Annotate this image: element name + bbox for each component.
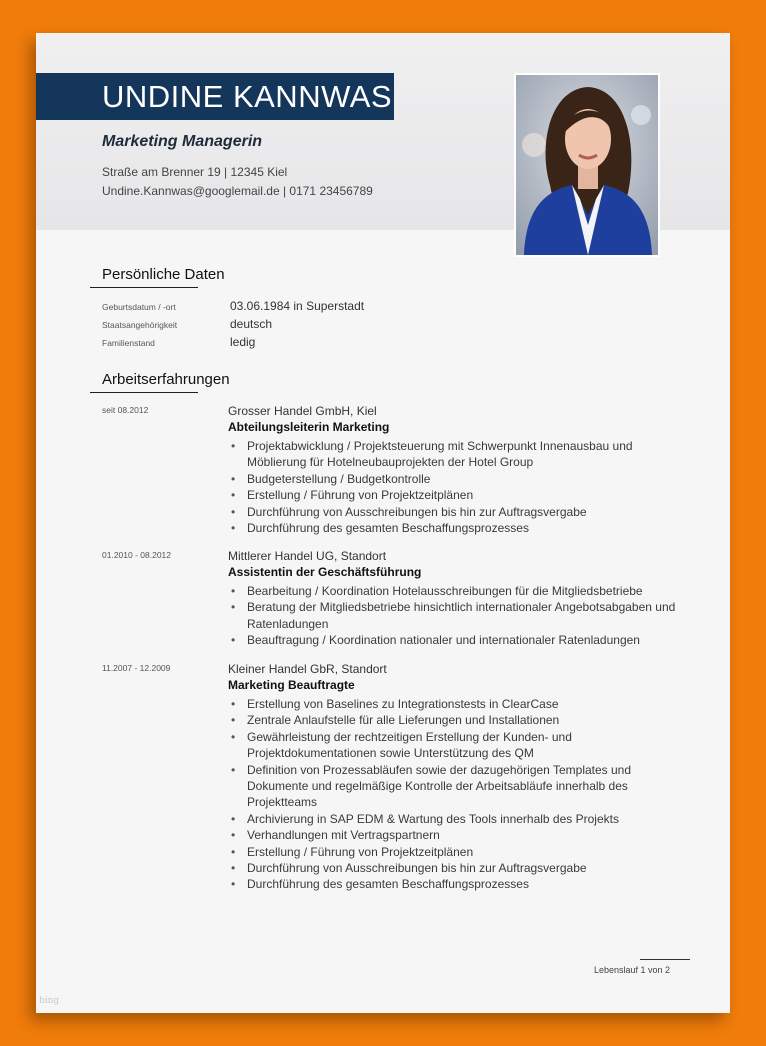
- job-title: Marketing Managerin: [102, 133, 263, 150]
- personal-label: Familienstand: [102, 338, 155, 348]
- job-entry: [102, 661, 702, 893]
- job-company: Mittlerer Handel UG, Standort: [228, 549, 387, 563]
- job-role: Marketing Beauftragte: [228, 678, 355, 692]
- portrait-icon: [516, 75, 658, 255]
- section-title-personal: Persönliche Daten: [102, 266, 225, 283]
- section-title-experience: Arbeitserfahrungen: [102, 371, 230, 388]
- section-rule-experience: [90, 392, 198, 393]
- job-role: Abteilungsleiterin Marketing: [228, 420, 390, 434]
- list-item: • Durchführung von Ausschreibungen bis hin zur Auftragsvergabe: [247, 860, 688, 876]
- list-item: • Gewährleistung der rechtzeitigen Erstellung der Kunden- und Projektdokumentationen sowie Unterstützung des QM: [247, 729, 688, 762]
- job-duties: [228, 583, 688, 649]
- personal-value: deutsch: [230, 317, 273, 331]
- personal-label: Staatsangehörigkeit: [102, 320, 178, 330]
- list-item: • Beauftragung / Koordination nationaler und internationaler Ratenladungen: [247, 632, 688, 648]
- list-item: • Durchführung von Ausschreibungen bis hin zur Auftragsvergabe: [247, 504, 688, 520]
- list-item: • Durchführung des gesamten Beschaffungsprozesses: [247, 520, 688, 536]
- portrait-photo: [514, 73, 660, 257]
- name-banner: [36, 73, 394, 120]
- list-item: • Erstellung / Führung von Projektzeitplänen: [247, 487, 688, 503]
- cv-page: [36, 33, 730, 1013]
- job-date: 11.2007 - 12.2009: [102, 663, 171, 673]
- list-item: • Erstellung / Führung von Projektzeitplänen: [247, 844, 688, 860]
- job-duties: [228, 438, 688, 536]
- job-duties: [228, 696, 688, 893]
- job-date: 01.2010 - 08.2012: [102, 550, 172, 560]
- applicant-name: UNDINE KANNWAS: [102, 79, 393, 114]
- list-item: • Verhandlungen mit Vertragspartnern: [247, 827, 688, 843]
- address: Straße am Brenner 19 | 12345 Kiel: [102, 165, 288, 179]
- job-entry: [102, 548, 702, 649]
- job-date: seit 08.2012: [102, 405, 149, 415]
- list-item: • Archivierung in SAP EDM & Wartung des Tools innerhalb des Projekts: [247, 811, 688, 827]
- list-item: • Erstellung von Baselines zu Integrationstests in ClearCase: [247, 696, 688, 712]
- list-item: • Zentrale Anlaufstelle für alle Lieferungen und Installationen: [247, 712, 688, 728]
- list-item: • Budgeterstellung / Budgetkontrolle: [247, 471, 688, 487]
- personal-value: 03.06.1984 in Superstadt: [230, 299, 365, 313]
- personal-value: ledig: [230, 335, 256, 349]
- job-company: Kleiner Handel GbR, Standort: [228, 662, 387, 676]
- list-item: • Bearbeitung / Koordination Hotelausschreibungen für die Mitgliedsbetriebe: [247, 583, 688, 599]
- job-role: Assistentin der Geschäftsführung: [228, 565, 422, 579]
- list-item: • Beratung der Mitgliedsbetriebe hinsichtlich internationaler Angebotsabgaben und Ratenladungen: [247, 599, 688, 632]
- job-company: Grosser Handel GmbH, Kiel: [228, 404, 377, 418]
- page-number: Lebenslauf 1 von 2: [594, 965, 671, 975]
- list-item: • Projektabwicklung / Projektsteuerung mit Schwerpunkt Innenausbau und Möblierung für Hotelneubauprojekten der Hotel Group: [247, 438, 688, 471]
- footer-rule: [640, 959, 690, 960]
- watermark: bing: [39, 996, 60, 1006]
- email-phone: Undine.Kannwas@googlemail.de | 0171 23456789: [102, 184, 373, 198]
- job-entry: [102, 403, 702, 536]
- section-rule-personal: [90, 287, 198, 288]
- list-item: • Durchführung des gesamten Beschaffungsprozesses: [247, 876, 688, 892]
- list-item: • Definition von Prozessabläufen sowie der dazugehörigen Templates und Dokumente und regelmäßige Kontrolle der Arbeitsabläufe innerhalb des Projektteams: [247, 762, 688, 811]
- personal-label: Geburtsdatum / -ort: [102, 302, 176, 312]
